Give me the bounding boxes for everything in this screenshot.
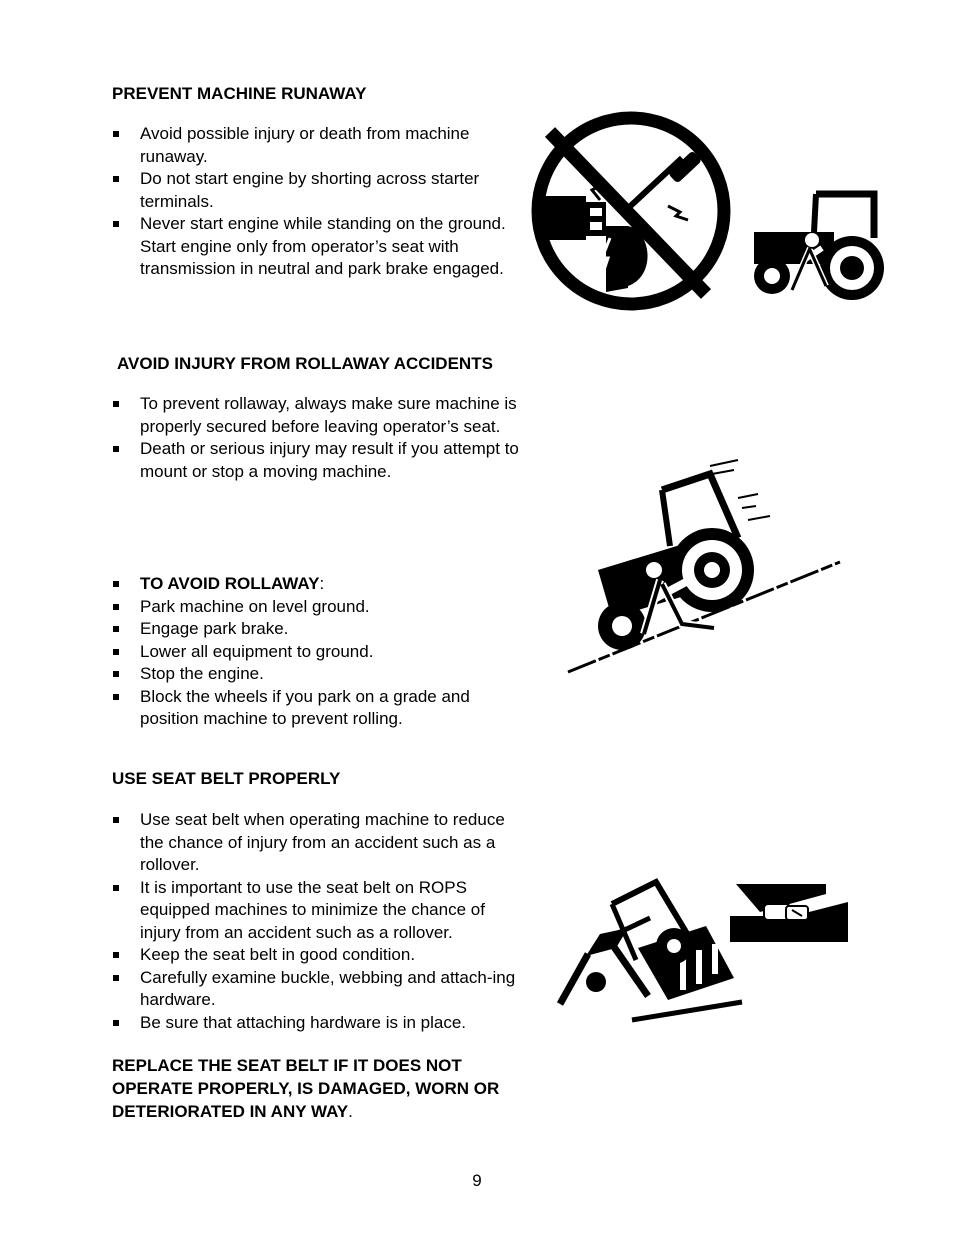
list-item: Keep the seat belt in good condition. xyxy=(112,944,522,967)
list-item: Avoid possible injury or death from machine runaway. xyxy=(112,123,522,168)
no-shorting-starter-icon xyxy=(528,108,734,314)
avoid-rollaway-list xyxy=(112,573,522,731)
heading-prevent-runaway: PREVENT MACHINE RUNAWAY xyxy=(112,84,367,103)
list-item: Never start engine while standing on the ground. Start engine only from operator’s seat with transmission in neutral and park brake engaged. xyxy=(112,213,522,281)
page-number: 9 xyxy=(472,1171,482,1190)
list-item: Carefully examine buckle, webbing and attach-ing hardware. xyxy=(112,967,522,1012)
seat-belt-buckle-icon xyxy=(730,882,848,944)
heading-seat-belt: USE SEAT BELT PROPERLY xyxy=(112,769,341,788)
tractor-operator-icon xyxy=(748,190,888,310)
heading-rollaway: AVOID INJURY FROM ROLLAWAY ACCIDENTS xyxy=(117,354,493,373)
list-item: Death or serious injury may result if you attempt to mount or stop a moving machine. xyxy=(112,438,522,483)
list-item: It is important to use the seat belt on ROPS equipped machines to minimize the chance of injury from an accident such as a rollover. xyxy=(112,877,522,945)
tractor-rollaway-slope-icon xyxy=(562,458,844,680)
notice-text: REPLACE THE SEAT BELT IF IT DOES NOT OPERATE PROPERLY, IS DAMAGED, WORN OR DETERIORATED IN ANY WAY xyxy=(112,1056,500,1121)
list-item: Park machine on level ground. xyxy=(112,596,522,619)
list-item: Be sure that attaching hardware is in place. xyxy=(112,1012,522,1035)
rollaway-list xyxy=(112,393,522,483)
seat-belt-list xyxy=(112,809,522,1034)
list-item: Stop the engine. xyxy=(112,663,522,686)
list-item: Lower all equipment to ground. xyxy=(112,641,522,664)
replace-seat-belt-notice xyxy=(112,1054,532,1123)
list-item: Do not start engine by shorting across starter terminals. xyxy=(112,168,522,213)
list-item: Block the wheels if you park on a grade and position machine to prevent rolling. xyxy=(112,686,522,731)
tractor-rollover-icon xyxy=(556,878,746,1026)
list-item: Use seat belt when operating machine to reduce the chance of injury from an accident such as a rollover. xyxy=(112,809,522,877)
runaway-list xyxy=(112,123,522,281)
list-item xyxy=(112,573,522,596)
list-item: To prevent rollaway, always make sure machine is properly secured before leaving operator’s seat. xyxy=(112,393,522,438)
notice-period: . xyxy=(348,1102,353,1121)
avoid-rollaway-label: TO AVOID ROLLAWAY xyxy=(140,574,320,593)
avoid-rollaway-colon: : xyxy=(319,574,325,593)
list-item: Engage park brake. xyxy=(112,618,522,641)
